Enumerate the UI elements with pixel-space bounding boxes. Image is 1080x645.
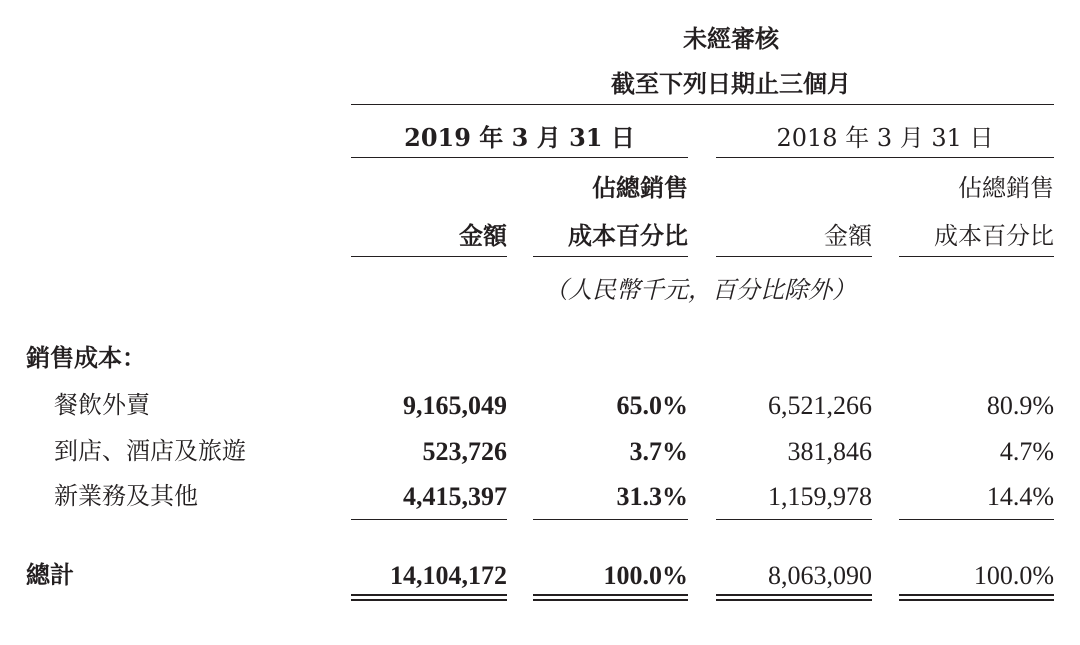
row-label-new-initiatives: 新業務及其他 [54, 482, 198, 510]
pct-header-2019-line2: 成本百分比 [568, 221, 688, 250]
total-label: 總計 [26, 561, 74, 589]
section-title: 銷售成本： [26, 344, 146, 372]
row-amount-2019: 523,726 [422, 437, 507, 466]
total-double-rule-top [351, 594, 507, 596]
total-amount-2018: 8,063,090 [768, 561, 872, 590]
column-group-2019: 2019 年 3 月 31 日 [404, 123, 635, 152]
rule-2018-group [716, 157, 1054, 158]
total-double-rule-top [899, 594, 1054, 596]
total-double-rule-top [533, 594, 688, 596]
row-label-instore-hotel-travel: 到店、酒店及旅遊 [54, 437, 246, 465]
subtotal-rule-pct-2018 [899, 519, 1054, 520]
subtotal-rule-amount-2018 [716, 519, 872, 520]
row-amount-2018: 381,846 [787, 437, 872, 466]
rule-amount-2018 [716, 256, 872, 257]
row-pct-2018: 80.9% [986, 391, 1054, 420]
pct-header-2019-line1: 佔總銷售 [592, 173, 688, 202]
total-double-rule-bottom [899, 599, 1054, 601]
row-pct-2018: 4.7% [999, 437, 1054, 466]
rule-pct-2018 [899, 256, 1054, 257]
row-label-food-delivery: 餐飲外賣 [54, 391, 150, 419]
row-pct-2019: 65.0% [616, 391, 688, 420]
row-amount-2018: 6,521,266 [768, 391, 872, 420]
rule-2019-group [351, 157, 688, 158]
row-pct-2019: 31.3% [616, 482, 688, 511]
row-pct-2018: 14.4% [986, 482, 1054, 511]
rule-amount-2019 [351, 256, 507, 257]
amount-header-2019: 金額 [459, 221, 507, 250]
rule-pct-2019 [533, 256, 688, 257]
subtotal-rule-amount-2019 [351, 519, 507, 520]
audit-status-heading: 未經審核 [683, 24, 779, 53]
total-double-rule-bottom [716, 599, 872, 601]
total-amount-2019: 14,104,172 [390, 561, 507, 590]
pct-header-2018-line2: 成本百分比 [934, 222, 1054, 250]
total-double-rule-bottom [351, 599, 507, 601]
row-amount-2019: 4,415,397 [403, 482, 507, 511]
row-amount-2018: 1,159,978 [768, 482, 872, 511]
unit-note: （人民幣千元，百分比除外） [544, 276, 856, 304]
row-amount-2019: 9,165,049 [403, 391, 507, 420]
total-double-rule-top [716, 594, 872, 596]
total-double-rule-bottom [533, 599, 688, 601]
row-pct-2019: 3.7% [629, 437, 688, 466]
subtotal-rule-pct-2019 [533, 519, 688, 520]
total-pct-2018: 100.0% [973, 561, 1054, 590]
header-rule [351, 104, 1054, 105]
pct-header-2018-line1: 佔總銷售 [958, 174, 1054, 202]
total-pct-2019: 100.0% [603, 561, 688, 590]
period-heading: 截至下列日期止三個月 [611, 69, 851, 98]
amount-header-2018: 金額 [824, 222, 872, 250]
column-group-2018: 2018 年 3 月 31 日 [776, 124, 994, 152]
